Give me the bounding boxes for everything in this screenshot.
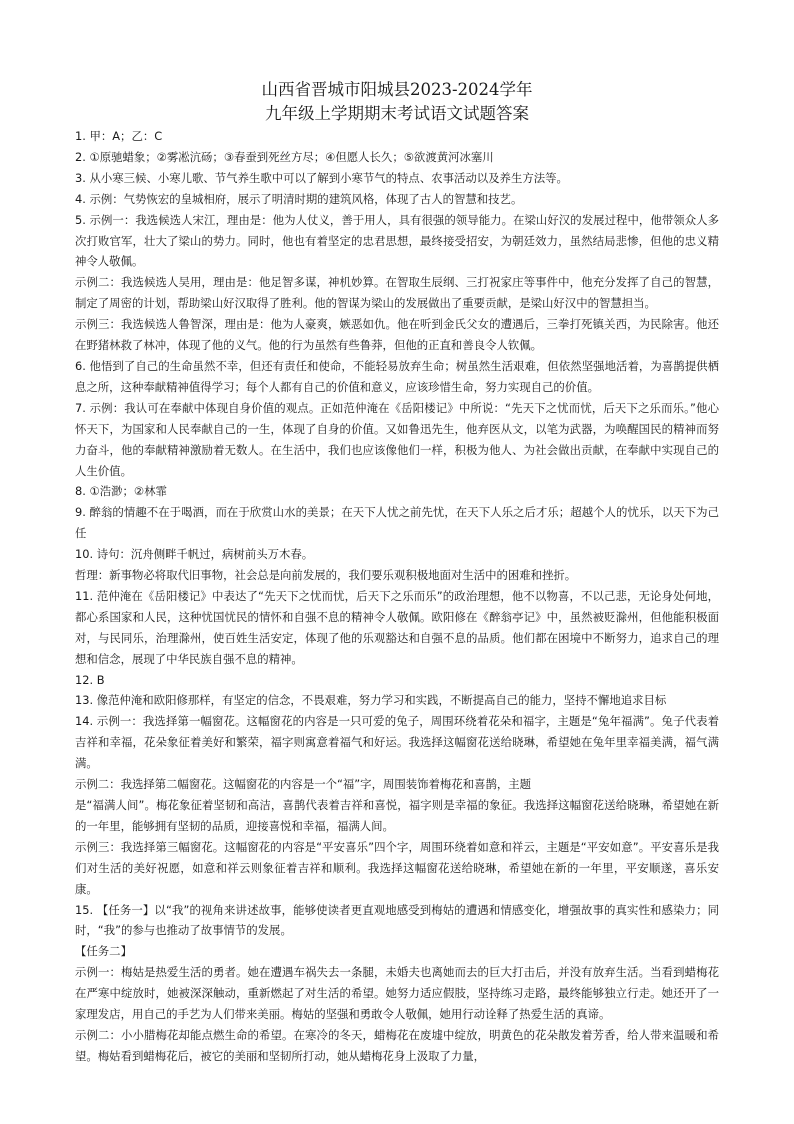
- answer-paragraph: 示例三：我选择第三幅窗花。这幅窗花的内容是“平安喜乐”四个字，周围环绕着如意和祥云，主题是“平安如意”。平安喜乐是我们对生活的美好祝愿，如意和祥云则象征着吉祥和顺利。我选择这幅窗花送给晓琳，希望她在新的一年里，平安顺遂，喜乐安康。: [75, 839, 719, 896]
- answer-paragraph: 13. 像范仲淹和欧阳修那样，有坚定的信念，不畏艰难，努力学习和实践，不断提高自己的能力，坚持不懈地追求目标: [75, 693, 667, 708]
- answer-paragraph: 示例三：我选候选人鲁智深，理由是：他为人豪爽，嫉恶如仇。他在听到金氏父女的遭遇后，三拳打死镇关西，为民除害。他还在野猪林救了林冲，体现了他的义气。他的行为虽然有些鲁莽，但他的正直和善良令人钦佩。: [75, 317, 719, 353]
- answer-paragraph: 哲理：新事物必将取代旧事物，社会总是向前发展的，我们要乐观积极地面对生活中的困难和挫折。: [75, 568, 577, 583]
- answer-paragraph: 9. 醉翁的情趣不在于喝酒，而在于欣赏山水的美景；在天下人忧之前先忧，在天下人乐之后才乐；超越个人的忧乐，以天下为己任: [75, 505, 719, 541]
- answer-paragraph: 示例二：我选择第二幅窗花。这幅窗花的内容是一个“福”字，周围装饰着梅花和喜鹊，主题: [75, 777, 532, 792]
- answer-paragraph: 11. 范仲淹在《岳阳楼记》中表达了“先天下之忧而忧，后天下之乐而乐”的政治理想，他不以物喜，不以己悲，无论身处何地，都心系国家和人民，这种忧国忧民的情怀和自强不息的精神令人敬佩。欧阳修在《醉翁亭记》中，虽然被贬滁州，但他能积极面对，与民同乐，治理滁州，使百姓生活安定，体现了他的乐观豁达和自强不息的品质。他们都在困境中不断努力，追求自己的理想和信念，展现了中华民族自强不息的精神。: [75, 588, 719, 666]
- answer-paragraph: 8. ①浩渺；②林霏: [75, 484, 167, 499]
- answer-paragraph: 示例一：梅姑是热爱生活的勇者。她在遭遇车祸失去一条腿，未婚夫也离她而去的巨大打击后，并没有放弃生活。当看到蜡梅花在严寒中绽放时，她被深深触动，重新燃起了对生活的希望。她努力适应假肢，坚持练习走路，最终能够独立行走。她还开了一家理发店，用自己的手艺为人们带来美丽。梅姑的坚强和勇敢令人敬佩，她用行动诠释了热爱生活的真谛。: [75, 965, 719, 1022]
- answer-paragraph: 6. 他悟到了自己的生命虽然不幸，但还有责任和使命，不能轻易放弃生命；树虽然生活艰难，但依然坚强地活着，为喜鹊提供栖息之所，这种奉献精神值得学习；每个人都有自己的价值和意义，应该珍惜生命，努力实现自己的价值。: [75, 358, 719, 394]
- answer-paragraph: 4. 示例：气势恢宏的皇城相府，展示了明清时期的建筑风格，体现了古人的智慧和技艺。: [75, 191, 523, 206]
- answer-paragraph: 10. 诗句：沉舟侧畔千帆过，病树前头万木春。: [75, 547, 314, 562]
- answer-paragraph: 5. 示例一：我选候选人宋江，理由是：他为人仗义，善于用人，具有很强的领导能力。在梁山好汉的发展过程中，他带领众人多次打败官军，壮大了梁山的势力。同时，他也有着坚定的忠君思想，最终接受招安，为朝廷效力，虽然结局悲惨，但他的忠义精神令人敬佩。: [75, 212, 719, 269]
- answer-paragraph: 【任务二】: [75, 944, 132, 959]
- answer-paragraph: 1. 甲：A；乙：C: [75, 129, 163, 143]
- answer-paragraph: 示例二：小小腊梅花却能点燃生命的希望。在寒冷的冬天，蜡梅花在废墟中绽放，明黄色的花朵散发着芳香，给人带来温暖和希望。梅姑看到蜡梅花后，被它的美丽和坚韧所打动，她从蜡梅花身上汲取了力量，: [75, 1027, 719, 1063]
- answer-paragraph: 15. 【任务一】以“我”的视角来讲述故事，能够使读者更直观地感受到梅姑的遭遇和情感变化，增强故事的真实性和感染力；同时，“我”的参与也推动了故事情节的发展。: [75, 902, 719, 938]
- answer-paragraph: 2. ①原驰蜡象；②雾凇沆砀；③春蚕到死丝方尽；④但愿人长久；⑤欲渡黄河冰塞川: [75, 149, 494, 164]
- answer-paragraph: 示例二：我选候选人吴用，理由是：他足智多谋，神机妙算。在智取生辰纲、三打祝家庄等事件中，他充分发挥了自己的智慧，制定了周密的计划，帮助梁山好汉取得了胜利。他的智谋为梁山的发展做出了重要贡献，是梁山好汉中的智慧担当。: [75, 275, 719, 311]
- answer-paragraph: 3. 从小寒三候、小寒儿歌、节气养生歌中可以了解到小寒节气的特点、农事活动以及养生方法等。: [75, 170, 568, 185]
- answer-paragraph: 12. B: [75, 672, 105, 687]
- answer-paragraph: 7. 示例：我认可在奉献中体现自身价值的观点。正如范仲淹在《岳阳楼记》中所说：“先天下之忧而忧，后天下之乐而乐。”他心怀天下，为国家和人民奉献自己的一生，体现了自身的价值。又如鲁迅先生，他弃医从文，以笔为武器，为唤醒国民的精神而努力奋斗，他的奉献精神激励着无数人。在生活中，我们也应该像他们一样，积极为他人、为社会做出贡献，在奉献中实现自己的人生价值。: [75, 400, 719, 478]
- page-title-line-2: 九年级上学期期末考试语文试题答案: [265, 104, 529, 123]
- page-title-line-1: 山西省晋城市阳城县2023-2024学年: [261, 80, 533, 99]
- answer-paragraph: 是“福满人间”。梅花象征着坚韧和高洁，喜鹊代表着吉祥和喜悦，福字则是幸福的象征。我选择这幅窗花送给晓琳，希望她在新的一年里，能够拥有坚韧的品质，迎接喜悦和幸福，福满人间。: [75, 798, 719, 833]
- answer-paragraph: 14. 示例一：我选择第一幅窗花。这幅窗花的内容是一只可爱的兔子，周围环绕着花朵和福字，主题是“兔年福满”。兔子代表着吉祥和幸福，花朵象征着美好和繁荣，福字则寓意着福气和好运。我选择这幅窗花送给晓琳，希望她在兔年里幸福美满，福气满满。: [75, 714, 719, 771]
- answer-body: [75, 126, 719, 1067]
- title-block: [0, 78, 794, 126]
